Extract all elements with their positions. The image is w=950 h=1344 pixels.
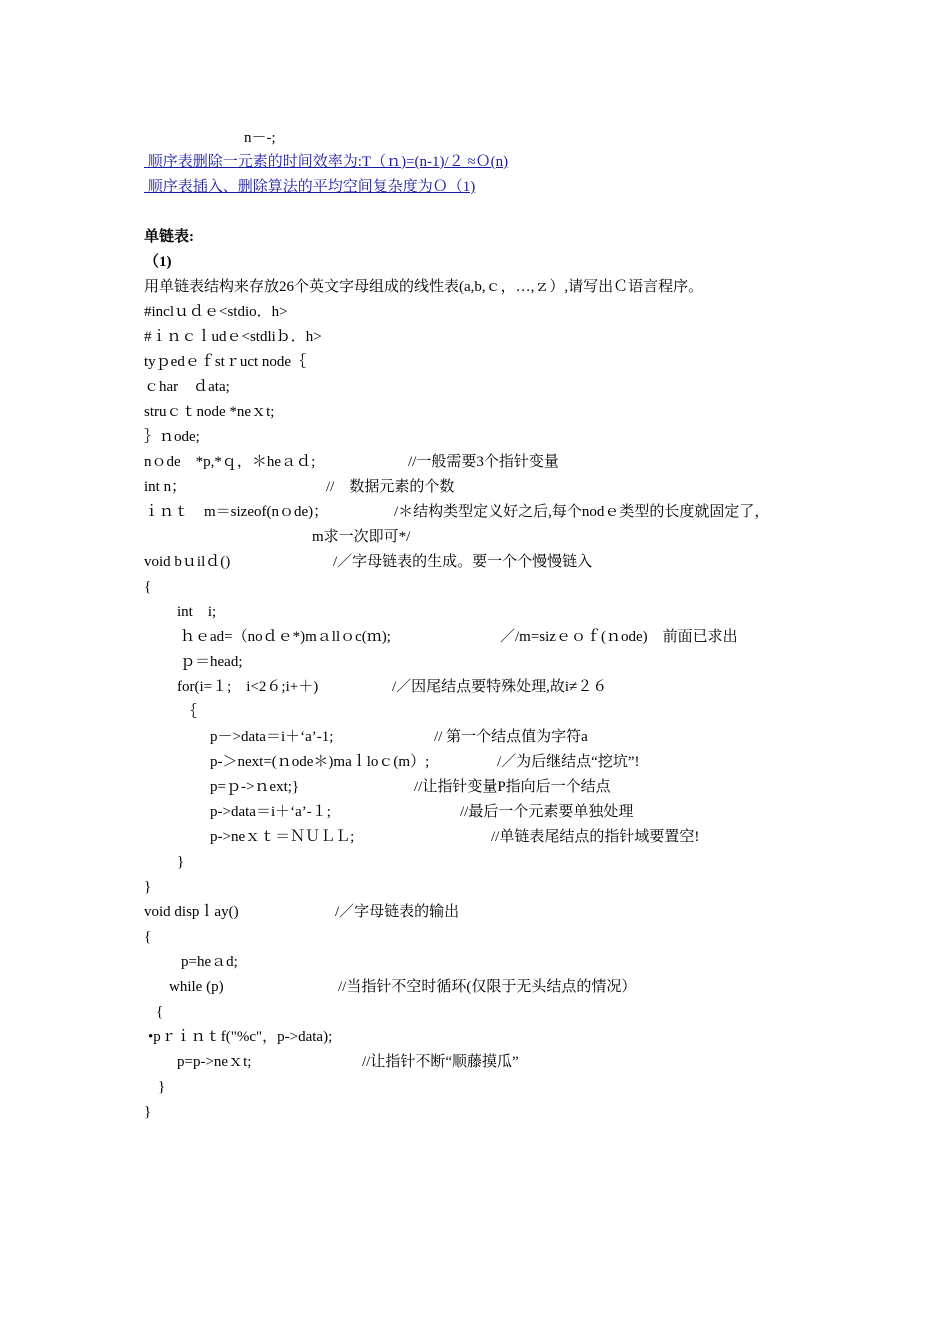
code-line: ｉｎｔ m＝sizeof(nｏde)； [144,504,329,520]
code-comment: //单链表尾结点的指针域要置空! [491,829,700,845]
code-line: p-＞next=(ｎode＊)maｌloｃ(m）; [210,754,430,770]
code-comment: // 第一个结点值为字符a [434,729,588,745]
code-line: } [144,1104,152,1120]
code-line: p=ｐ->ｎext;} [210,779,300,795]
code-line: ｐ＝head; [180,654,243,670]
code-line: { [144,579,152,595]
code-line: void bｕilｄ() [144,554,231,570]
code-line: p－>data＝i＋‘a’-1; [210,729,334,745]
problem-statement: 用单链表结构来存放26个英文字母组成的线性表(a,b,ｃ，…,ｚ）,请写出Ｃ语言程序。 [144,279,704,295]
code-line: •pｒｉｎｔf("%c"，p->data); [148,1029,333,1045]
code-comment: /／字母链表的生成。要一个个慢慢链入 [333,554,593,570]
complexity-link-space[interactable]: 顺序表插入、删除算法的平均空间复杂度为Ｏ（1) [144,179,476,195]
code-line: ｛ [182,704,198,720]
code-comment: m求一次即可*/ [312,529,411,545]
code-line: p->neｘｔ＝ＮＵＬＬ; [210,829,355,845]
code-line: } [158,1079,166,1095]
code-comment: ／/m=sizｅｏｆ(ｎode) 前面已求出 [500,629,738,645]
code-comment: //当指针不空时循环(仅限于无头结点的情况） [338,979,637,995]
code-comment: /／因尾结点要特殊处理,故i≠２６ [392,679,608,695]
code-line: nｏde *p,*ｑ，＊heａｄ; [144,454,316,470]
code-comment: //让指针变量P指向后一个结点 [414,779,611,795]
code-line: tyｐedｅｆstｒuct node｛ [144,354,307,370]
code-comment: //最后一个元素要单独处理 [460,804,634,820]
code-line: int i; [177,604,217,620]
code-line: p->data＝i＋‘a’-１; [210,804,331,820]
section-title: 单链表: [144,229,194,245]
code-line: ｈｅad=（noｄｅ*)mａllｏc(ｍ); [180,629,391,645]
code-line: while (p) [169,979,224,995]
code-comment: /／字母链表的输出 [335,904,460,920]
code-comment: /／为后继结点“挖坑”! [497,754,640,770]
code-line: for(i=１; i<2６;i+＋) [177,679,319,695]
code-line: } [144,879,152,895]
code-line: { [156,1004,164,1020]
code-line: n－-; [244,130,276,146]
code-comment: // 数据元素的个数 [326,479,455,495]
code-line: ｃhar ｄata; [144,379,230,395]
code-line: { [144,929,152,945]
code-comment: //一般需要3个指针变量 [408,454,559,470]
code-line: #ｉｎｃｌudｅ<stdliｂ．h> [144,329,322,345]
code-comment: //让指针不断“顺藤摸瓜” [362,1054,519,1070]
code-line: void dispｌay() [144,904,239,920]
code-comment: /＊结构类型定义好之后,每个nodｅ类型的长度就固定了， [394,504,770,520]
code-line: } [177,854,185,870]
section-number: （1) [144,254,172,270]
code-line: struｃｔnode *neｘt; [144,404,275,420]
code-line: #inclｕｄｅ<stdio．h> [144,304,288,320]
code-line: int n； [144,479,187,495]
code-line: p=heａd; [181,954,238,970]
code-line: ｝ｎode; [144,429,200,445]
complexity-link-delete[interactable]: 顺序表删除一元素的时间效率为:T（ｎ)=(n-1)/２ ≈Ｏ(n) [144,154,509,170]
code-line: p=p->neｘt; [177,1054,252,1070]
